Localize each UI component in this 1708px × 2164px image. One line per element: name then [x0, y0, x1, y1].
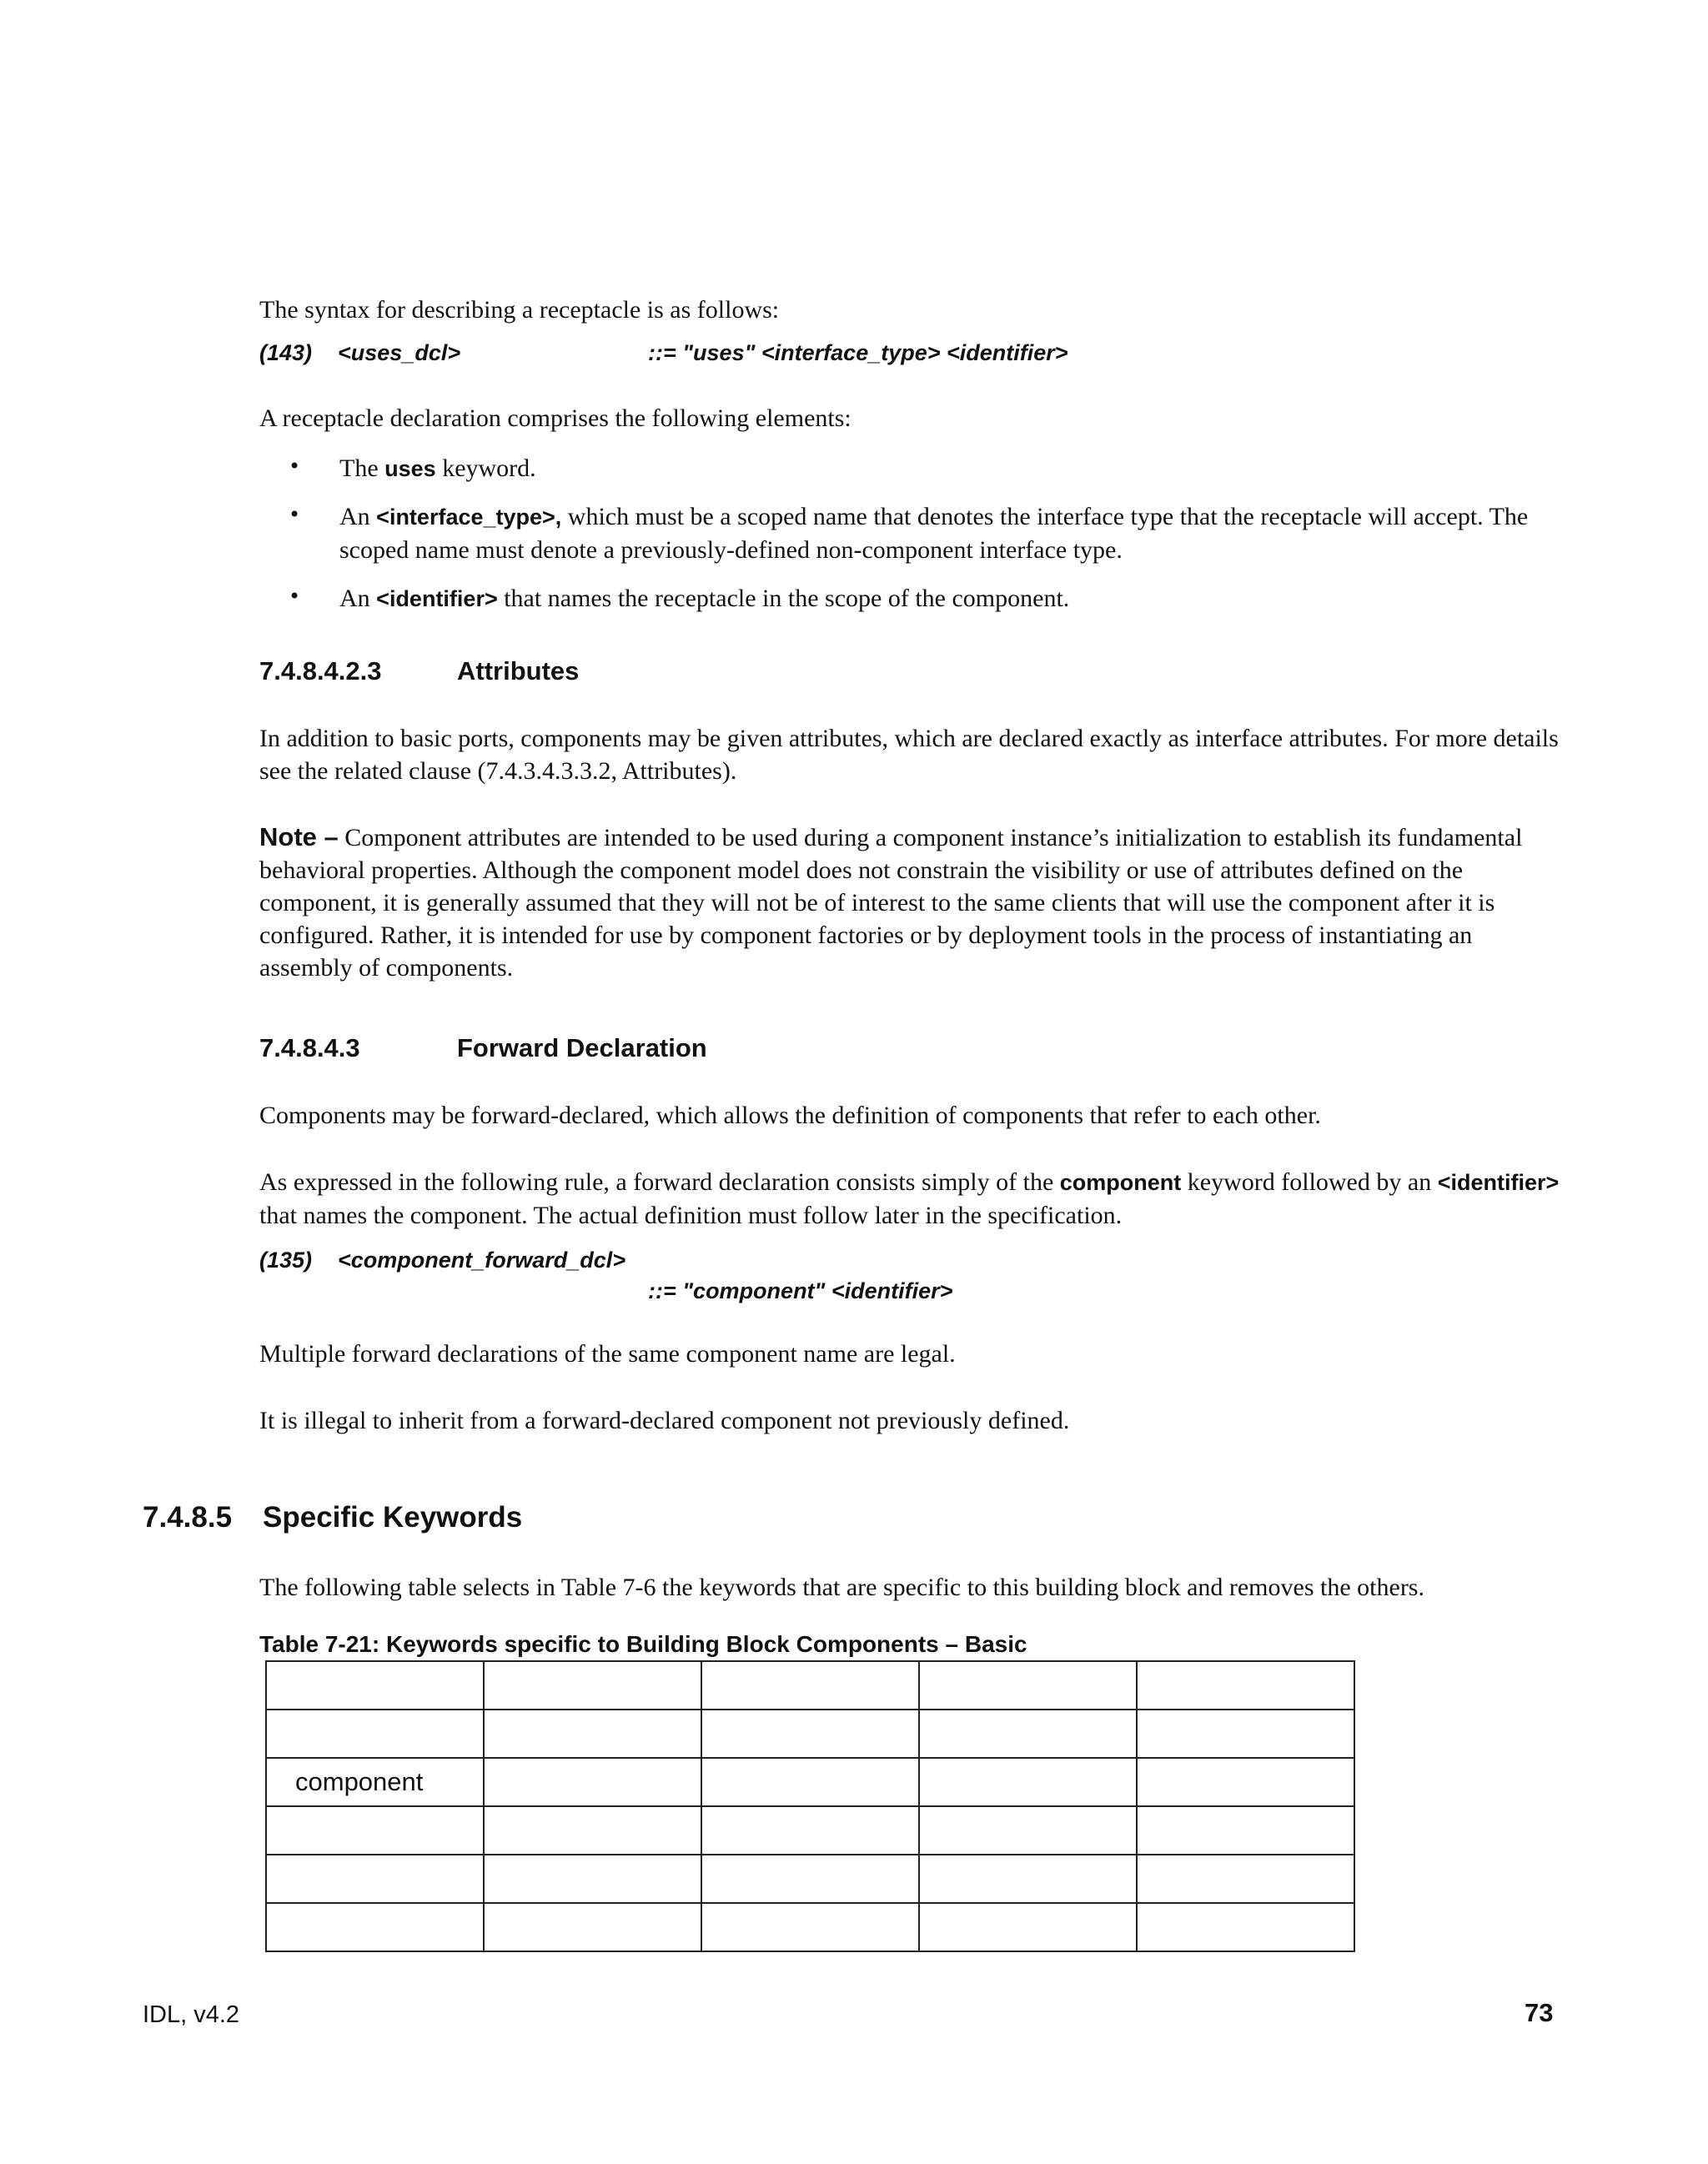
- section-title-keywords: Specific Keywords: [263, 1501, 523, 1534]
- table-cell: [919, 1710, 1137, 1758]
- table-cell: [701, 1758, 919, 1806]
- rule-143-definition: ::= "uses" <interface_type> <identifier>: [648, 340, 1068, 365]
- forward-paragraph-2: As expressed in the following rule, a forward declaration consists simply of the component keyword followed by an <identifier> that names the component. The actual definition must follow later in the specification.: [259, 1168, 1560, 1229]
- table-cell: [266, 1903, 484, 1951]
- note-label: Note –: [259, 822, 339, 851]
- table-cell: [484, 1806, 701, 1855]
- intro-text: The syntax for describing a receptacle is as follows:: [259, 296, 780, 324]
- table-cell: [1137, 1661, 1354, 1710]
- table-cell: [919, 1903, 1137, 1951]
- forward-paragraph-3: Multiple forward declarations of the same component name are legal.: [259, 1340, 956, 1368]
- table-cell: [919, 1806, 1137, 1855]
- table-cell: [919, 1758, 1137, 1806]
- keywords-paragraph: The following table selects in Table 7-6 the keywords that are specific to this building block and removes the others.: [259, 1574, 1424, 1601]
- table-row: [266, 1903, 1354, 1951]
- section-number-attributes: 7.4.8.4.2.3: [259, 656, 382, 685]
- table-cell: [266, 1855, 484, 1903]
- keywords-table: [265, 1660, 1355, 1952]
- note-paragraph: Note – Component attributes are intended to be used during a component instance’s initialization to establish its fundamental behavioral properties. Although the component model does not constrain the visibility or use of attributes defined on the component, it is generally assumed that they will not be of interest to the same clients that will use the component after it is configured. Rather, it is intended for use by component factories or by deployment tools in the process of instantiating an assembly of components.: [259, 822, 1523, 982]
- rule-135-number: (135): [259, 1248, 313, 1273]
- table-row: [266, 1710, 1354, 1758]
- bullet-item-2: An <interface_type>, which must be a scoped name that denotes the interface type that the receptacle will accept. The scoped name must denote a previously-defined non-component interface type.: [339, 503, 1529, 564]
- table-cell: [484, 1758, 701, 1806]
- forward-paragraph-1: Components may be forward-declared, which allows the definition of components that refer to each other.: [259, 1102, 1321, 1129]
- table-cell: [484, 1661, 701, 1710]
- bullet-icon: •: [289, 503, 301, 526]
- table-cell: [701, 1710, 919, 1758]
- table-cell: [266, 1710, 484, 1758]
- table-cell: [919, 1855, 1137, 1903]
- rule-143-number: (143): [259, 340, 313, 365]
- section-title-forward: Forward Declaration: [457, 1033, 707, 1062]
- table-row: [266, 1855, 1354, 1903]
- rule-135-definition: ::= "component" <identifier>: [648, 1278, 953, 1303]
- table-cell: [701, 1806, 919, 1855]
- table-cell: [701, 1661, 919, 1710]
- table-cell: [266, 1806, 484, 1855]
- table-cell: [1137, 1903, 1354, 1951]
- bullet-icon: •: [289, 585, 301, 608]
- bullet-item-1: The uses keyword.: [339, 454, 536, 482]
- forward-paragraph-4: It is illegal to inherit from a forward-declared component not previously defined.: [259, 1407, 1070, 1434]
- table-cell: [1137, 1855, 1354, 1903]
- attributes-paragraph: In addition to basic ports, components may be given attributes, which are declared exactly as interface attributes. For more details see the related clause (7.4.3.4.3.3.2, Attributes).: [259, 725, 1559, 785]
- receptacle-intro: A receptacle declaration comprises the following elements:: [259, 404, 851, 432]
- table-cell: [484, 1710, 701, 1758]
- table-row: [266, 1758, 1354, 1806]
- table-cell: [1137, 1806, 1354, 1855]
- section-title-attributes: Attributes: [457, 656, 580, 685]
- footer-page-number: 73: [1525, 1998, 1554, 2027]
- rule-143-name: <uses_dcl>: [338, 340, 461, 365]
- table-row: [266, 1661, 1354, 1710]
- table-cell: [484, 1903, 701, 1951]
- table-cell: [266, 1661, 484, 1710]
- section-number-keywords: 7.4.8.5: [143, 1501, 233, 1534]
- table-cell-component: component: [266, 1758, 484, 1806]
- rule-135-name: <component_forward_dcl>: [338, 1248, 626, 1273]
- bullet-icon: •: [289, 454, 301, 478]
- footer-doc-version: IDL, v4.2: [143, 2001, 240, 2028]
- table-caption: Table 7-21: Keywords specific to Building Block Components – Basic: [259, 1631, 1027, 1657]
- table-cell: [919, 1661, 1137, 1710]
- table-row: [266, 1806, 1354, 1855]
- table-cell: [1137, 1758, 1354, 1806]
- table-cell: [1137, 1710, 1354, 1758]
- table-cell: [701, 1903, 919, 1951]
- section-number-forward: 7.4.8.4.3: [259, 1033, 360, 1062]
- table-cell: [701, 1855, 919, 1903]
- table-cell: [484, 1855, 701, 1903]
- bullet-item-3: An <identifier> that names the receptacle in the scope of the component.: [339, 585, 1070, 612]
